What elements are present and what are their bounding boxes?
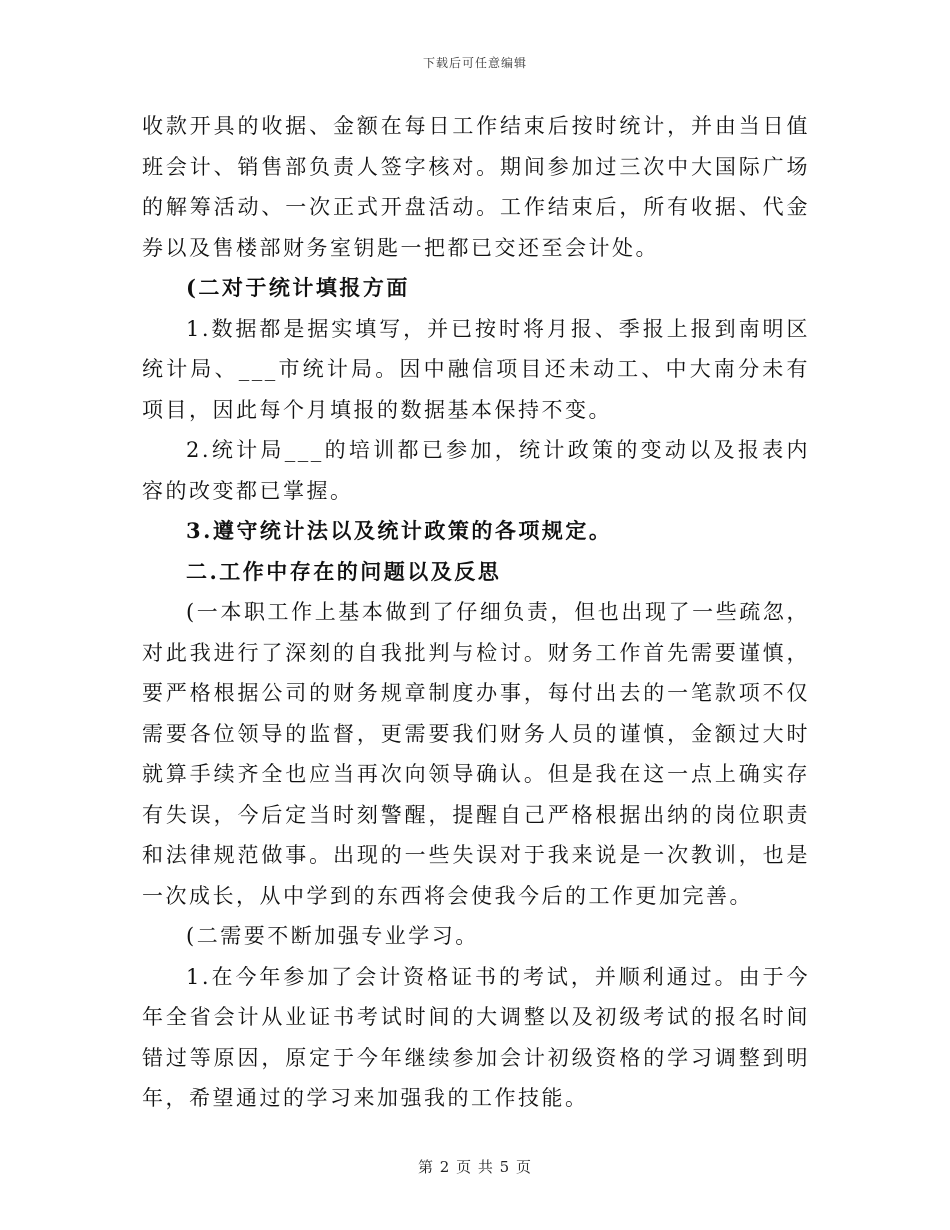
page-footer: 第 2 页 共 5 页: [418, 1158, 532, 1176]
document-body: [142, 106, 810, 1119]
section-heading-study: (二需要不断加强专业学习。: [186, 924, 479, 948]
paragraph-statistics-3: 3.遵守统计法以及统计政策的各项规定。: [186, 518, 613, 543]
paragraph-statistics-2: 2.统计局___的培训都已参加，统计政策的变动以及报表内容的改变都已掌握。: [142, 438, 810, 503]
paragraph-study-1: 1.在今年参加了会计资格证书的考试，并顺利通过。由于今年全省会计从业证书考试时间的大调整以及初级考试的报名时间错过等原因，原定于今年继续参加会计初级资格的学习调整到明年，希望通过的学习来加强我的工作技能。: [142, 964, 810, 1110]
paragraph-receipts: 收款开具的收据、金额在每日工作结束后按时统计，并由当日值班会计、销售部负责人签字核对。期间参加过三次中大国际广场的解筹活动、一次正式开盘活动。工作结束后，所有收据、代金券以及售楼部财务室钥匙一把都已交还至会计处。: [142, 114, 810, 260]
paragraph-statistics-1: 1.数据都是据实填写，并已按时将月报、季报上报到南明区统计局、___市统计局。因中融信项目还未动工、中大南分未有项目，因此每个月填报的数据基本保持不变。: [142, 316, 810, 422]
section-heading-problems: 二.工作中存在的问题以及反思: [186, 558, 502, 584]
paragraph-problems-1: (一本职工作上基本做到了仔细负责，但也出现了一些疏忽，对此我进行了深刻的自我批判与检讨。财务工作首先需要谨慎，要严格根据公司的财务规章制度办事，每付出去的一笔款项不仅需要各位领导的监督，更需要我们财务人员的谨慎，金额过大时就算手续齐全也应当再次向领导确认。但是我在这一点上确实存有失误，今后定当时刻警醒，提醒自己严格根据出纳的岗位职责和法律规范做事。出现的一些失误对于我来说是一次教训，也是一次成长，从中学到的东西将会使我今后的工作更加完善。: [142, 600, 810, 908]
page-header: 下载后可任意编辑: [422, 56, 527, 70]
section-heading-statistics: (二对于统计填报方面: [186, 275, 410, 300]
